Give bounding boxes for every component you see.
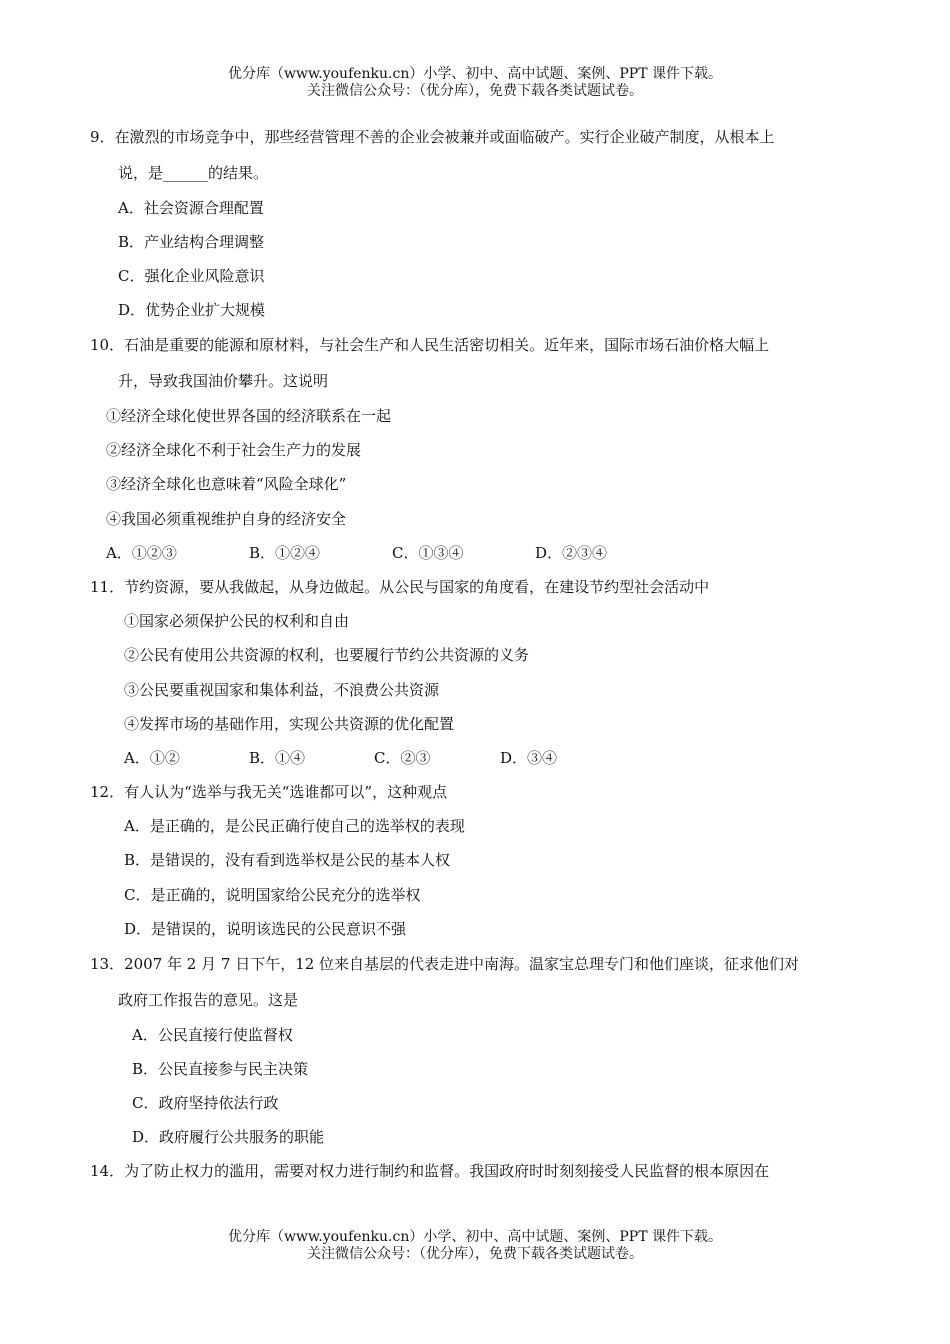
- q14-stem: 14．为了防止权力的滥用，需要对权力进行制约和监督。我国政府时时刻刻接受人民监督的根本原因在: [90, 1162, 770, 1180]
- q11-option-d: D．③④: [500, 749, 558, 767]
- q10-stem: 10．石油是重要的能源和原材料，与社会生产和人民生活密切相关。近年来，国际市场石油价格大幅上: [90, 336, 770, 354]
- q9-option-d: D．优势企业扩大规模: [118, 301, 266, 319]
- q9-stem-cont: 说，是______的结果。: [118, 164, 269, 182]
- q13-option-a: A．公民直接行使监督权: [132, 1026, 293, 1044]
- q11-option-b: B．①④: [249, 749, 306, 767]
- q9-option-c: C．强化企业风险意识: [118, 267, 265, 285]
- q10-option-a: A．①②③: [106, 544, 177, 562]
- q10-option-c: C．①③④: [392, 544, 464, 562]
- q10-statement-1: ①经济全球化使世界各国的经济联系在一起: [106, 407, 392, 425]
- q12-stem: 12．有人认为“选举与我无关“选谁都可以”，这种观点: [90, 783, 448, 801]
- q9-option-a: A．社会资源合理配置: [118, 199, 264, 217]
- page-header: [0, 66, 950, 100]
- footer-line-2: 关注微信公众号：（优分库），免费下载各类试题试卷。: [307, 1246, 643, 1262]
- q10-statement-3: ③经济全球化也意味着“风险全球化”: [106, 475, 347, 493]
- q11-statement-3: ③公民要重视国家和集体利益，不浪费公共资源: [124, 681, 440, 699]
- header-line-1: 优分库（www.youfenku.cn）小学、初中、高中试题、案例、PPT 课件下载。: [227, 66, 722, 82]
- q12-option-a: A．是正确的，是公民正确行使自己的选举权的表现: [124, 817, 465, 835]
- q13-stem: 13．2007 年 2 月 7 日下午，12 位来自基层的代表走进中南海。温家宝总理专门和他们座谈，征求他们对: [90, 955, 800, 973]
- q10-statement-4: ④我国必须重视维护自身的经济安全: [106, 510, 347, 528]
- header-line-2: 关注微信公众号：（优分库），免费下载各类试题试卷。: [307, 83, 643, 99]
- q11-statement-1: ①国家必须保护公民的权利和自由: [124, 612, 350, 630]
- footer-line-1: 优分库（www.youfenku.cn）小学、初中、高中试题、案例、PPT 课件下载。: [227, 1229, 722, 1245]
- q12-option-c: C．是正确的，说明国家给公民充分的选举权: [124, 886, 421, 904]
- q13-option-b: B．公民直接参与民主决策: [132, 1060, 309, 1078]
- q10-stem-cont: 升，导致我国油价攀升。这说明: [118, 372, 329, 390]
- q13-stem-cont: 政府工作报告的意见。这是: [118, 991, 299, 1009]
- q11-statement-2: ②公民有使用公共资源的权利，也要履行节约公共资源的义务: [124, 646, 530, 664]
- q12-option-b: B．是错误的，没有看到选举权是公民的基本人权: [124, 851, 451, 869]
- q10-option-d: D．②③④: [535, 544, 608, 562]
- q13-option-c: C．政府坚持依法行政: [132, 1094, 279, 1112]
- q10-option-b: B．①②④: [249, 544, 321, 562]
- q11-stem: 11．节约资源，要从我做起，从身边做起。从公民与国家的角度看，在建设节约型社会活动中: [90, 578, 710, 596]
- q11-option-c: C．②③: [374, 749, 431, 767]
- q9-option-b: B．产业结构合理调整: [118, 233, 265, 251]
- page-footer: [0, 1229, 950, 1263]
- q11-statement-4: ④发挥市场的基础作用，实现公共资源的优化配置: [124, 715, 455, 733]
- q12-option-d: D．是错误的，说明该选民的公民意识不强: [124, 920, 407, 938]
- q9-stem: 9．在激烈的市场竞争中，那些经营管理不善的企业会被兼并或面临破产。实行企业破产制度，从根本上: [90, 128, 775, 146]
- q13-option-d: D．政府履行公共服务的职能: [132, 1128, 325, 1146]
- q10-statement-2: ②经济全球化不利于社会生产力的发展: [106, 441, 362, 459]
- q11-option-a: A．①②: [124, 749, 180, 767]
